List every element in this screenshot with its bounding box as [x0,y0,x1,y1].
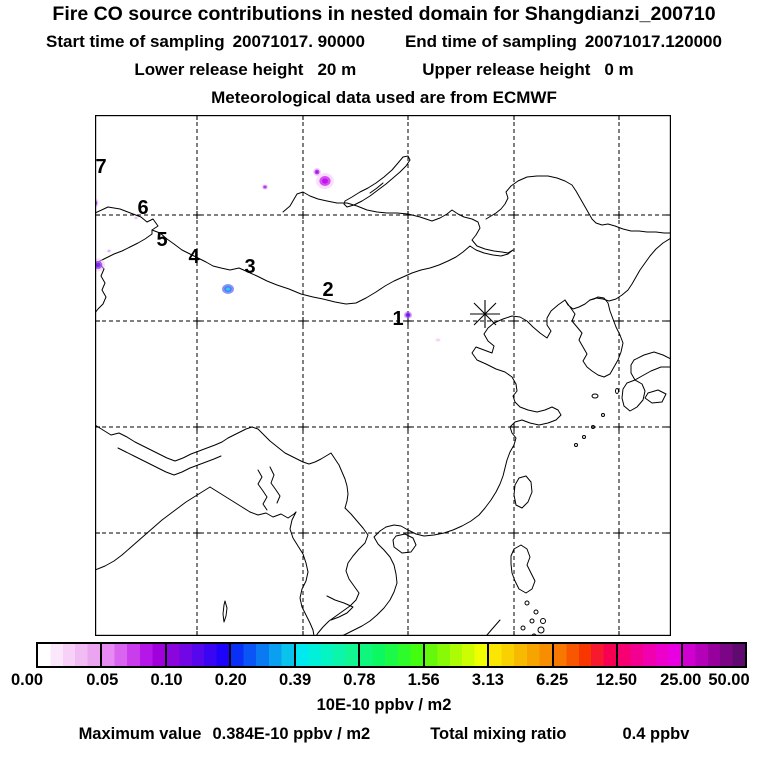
colorbar-tick-label: 0.78 [343,671,376,689]
colorbar-tick-label: 25.00 [660,671,702,689]
colorbar-segment [487,644,551,666]
colorbar-units: 10E-10 ppbv / m2 [316,696,452,714]
maximum-value-number: 0.384E-10 ppbv / m2 [212,725,371,743]
colorbar-segment [229,644,293,666]
colorbar-segment [38,644,100,666]
sampling-times-line [0,32,768,52]
trajectory-hour-label: 4 [188,246,200,268]
colorbar-tick-label: 12.50 [595,671,638,689]
grid-lines [95,115,671,636]
colorbar-tick-label: 0.20 [214,671,247,689]
sampling-end-value: 20071017.120000 [584,32,722,51]
met-data-line: Meteorological data used are from ECMWF [211,88,557,107]
colorbar-tick-label: 1.56 [407,671,440,689]
trajectory-hour-label: 3 [244,256,256,278]
map-frame [96,116,671,636]
colorbar-segment [100,644,164,666]
trajectory-hour-labels [95,156,403,330]
plume-blob [313,168,321,176]
mixing-ratio-value: 0.4 ppbv [622,725,690,743]
colorbar-tick-label: 3.13 [471,671,504,689]
co-plume-blobs [95,168,441,342]
maximum-value-label: Maximum value [78,725,202,743]
colorbar-tick-label: 0.10 [150,671,183,689]
colorbar-segment [165,644,229,666]
upper-release-height [422,60,633,80]
colorbar-ticks [0,671,768,691]
summary-line [0,725,768,744]
colorbar-tick-label: 0.00 [10,671,44,689]
trajectory-hour-label: 2 [322,279,334,301]
sampling-start-value: 20071017. 90000 [232,32,365,51]
shangdianzi-station-marker-icon [470,300,500,328]
trajectory-hour-label: 6 [137,197,149,219]
trajectory-hour-label: 7 [95,156,107,178]
plume-blob [222,284,234,294]
colorbar-tick-label: 0.05 [86,671,119,689]
colorbar-tick-label: 6.25 [536,671,569,689]
plume-blob [262,184,268,190]
lower-release-label: Lower release height [134,60,304,79]
colorbar-segment [616,644,680,666]
map-plot [95,115,671,636]
plume-blob [107,249,112,253]
map-canvas [95,115,671,636]
colorbar [36,642,747,668]
sampling-end-label: End time of sampling [404,32,577,51]
colorbar-tick-label: 0.39 [279,671,312,689]
upper-release-value: 0 m [604,60,634,79]
plume-blob [404,311,412,318]
mixing-ratio-label: Total mixing ratio [430,725,567,743]
release-heights-line [0,60,768,80]
maximum-value [79,725,371,744]
colorbar-tick-label: 50.00 [708,671,750,689]
page-title: Fire CO source contributions in nested domain for Shangdianzi_200710 [52,3,716,25]
colorbar-segment [552,644,616,666]
sampling-start-label: Start time of sampling [46,32,225,51]
colorbar-segment [294,644,358,666]
sampling-start [46,32,365,52]
coastlines [95,156,671,636]
upper-release-label: Upper release height [422,60,591,79]
colorbar-segment [681,644,745,666]
colorbar-segment [423,644,487,666]
lower-release-value: 20 m [317,60,357,79]
trajectory-hour-label: 1 [392,308,404,330]
sampling-end [405,32,722,52]
lower-release-height [134,60,356,80]
plume-blob [435,338,441,342]
colorbar-segment [358,644,422,666]
trajectory-hour-label: 5 [156,229,168,251]
